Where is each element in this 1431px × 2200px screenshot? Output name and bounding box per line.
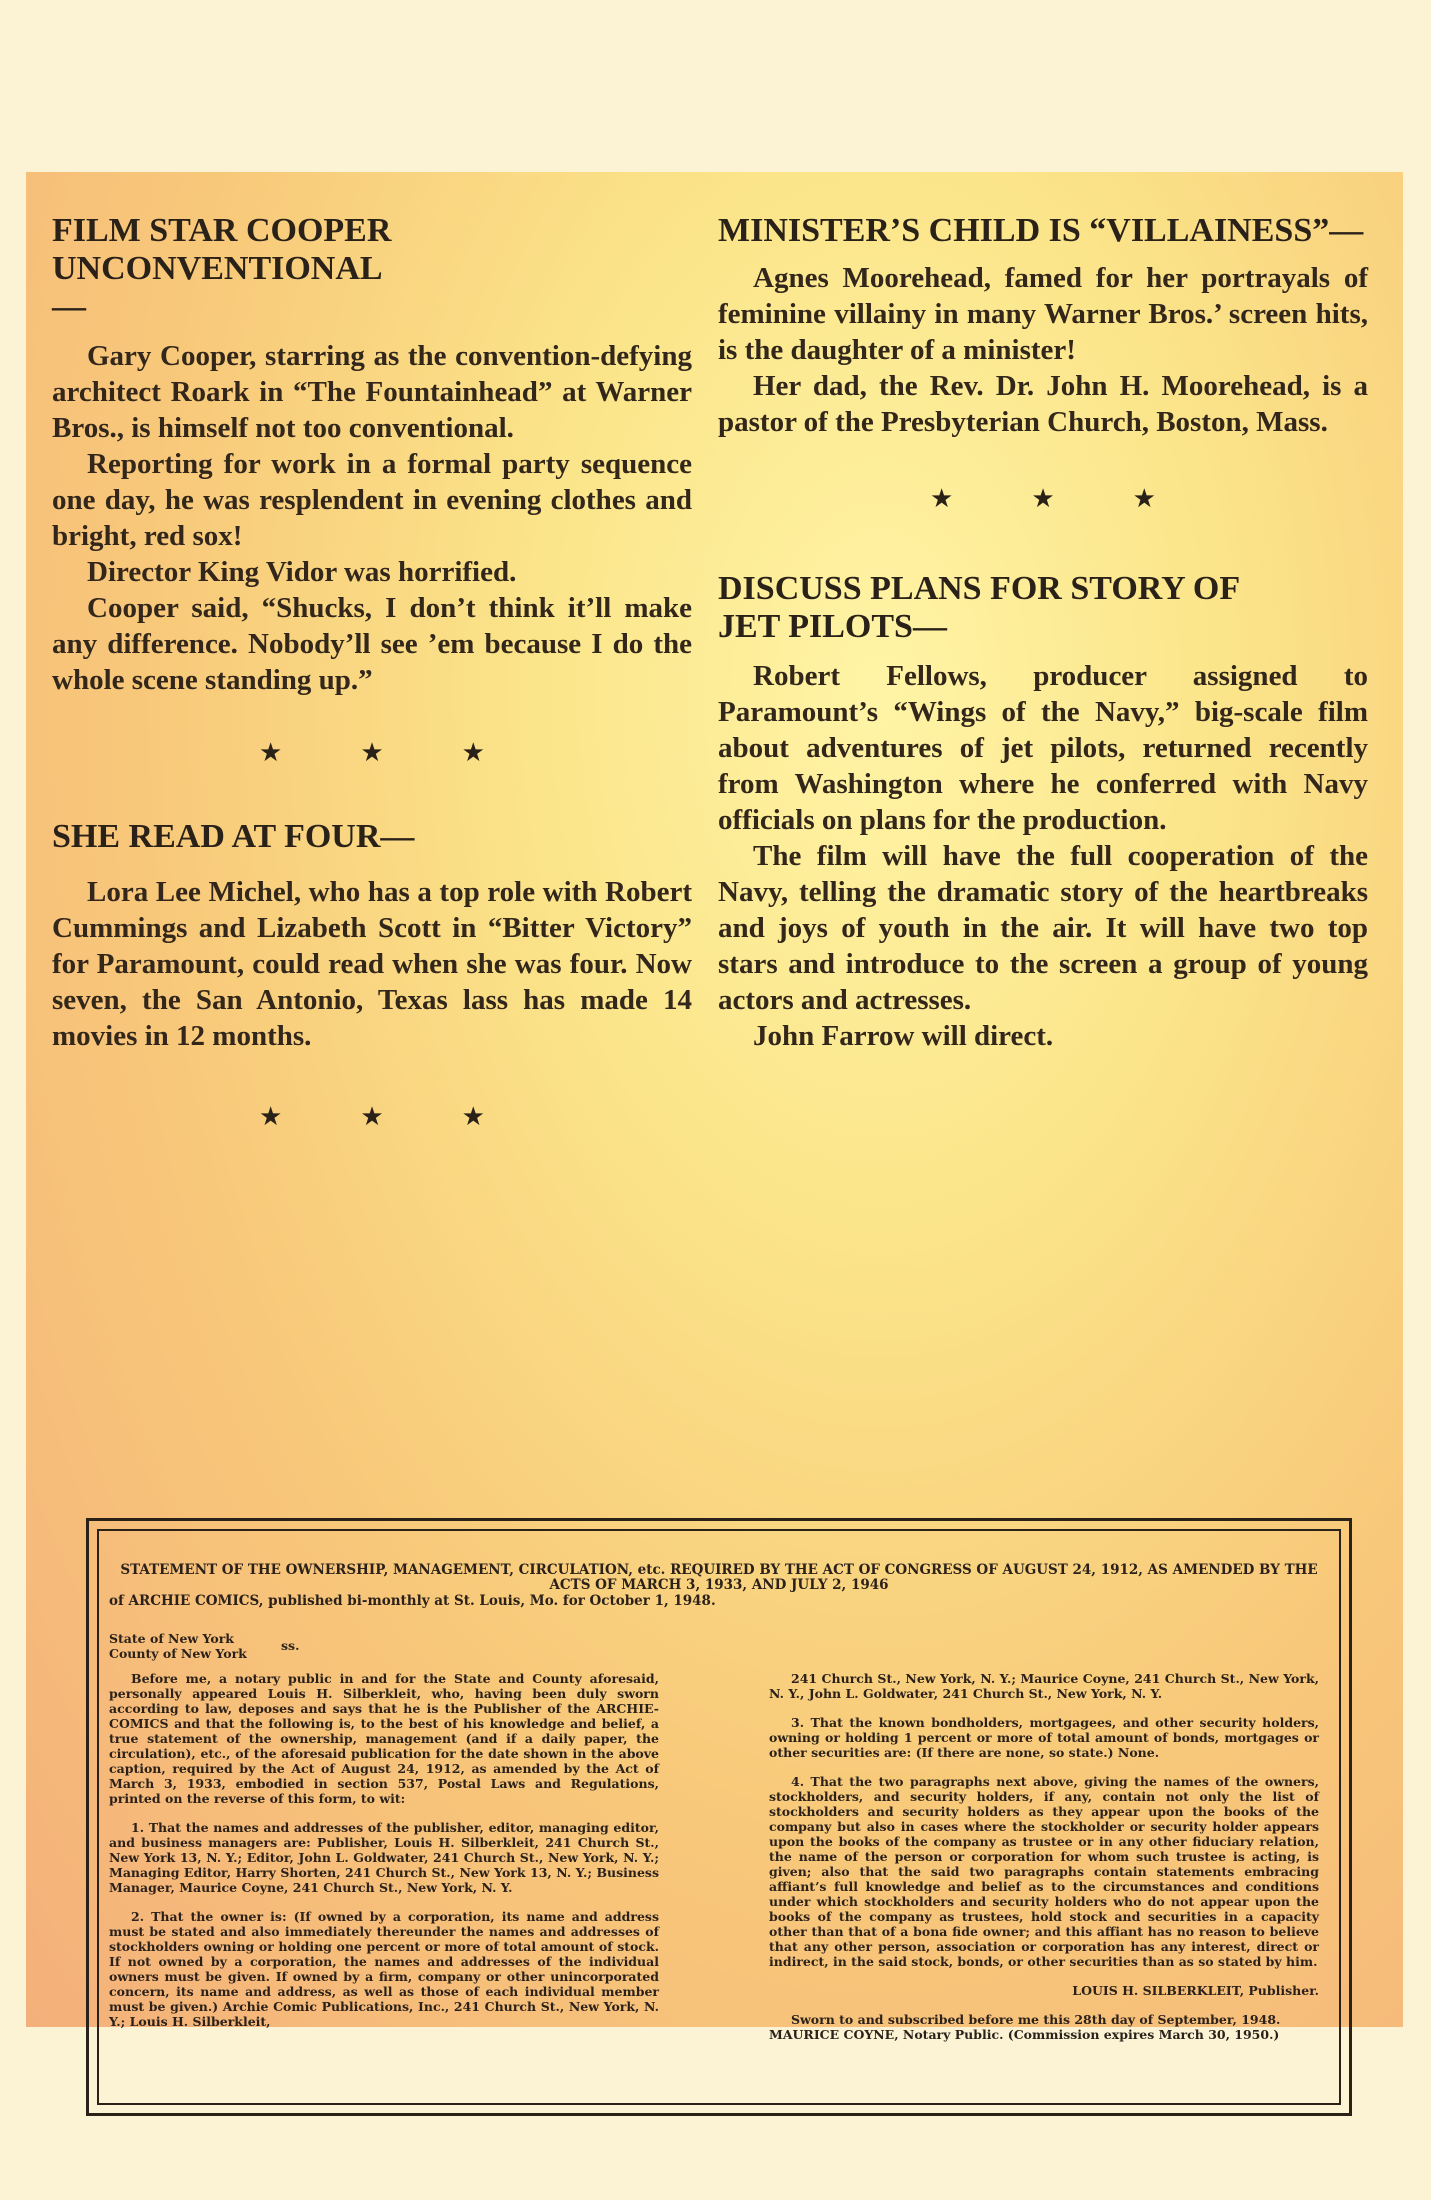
statement-paragraph: 3. That the known bondholders, mortgagees, and other security holders, owning or holding 1 percent or more of total amount of bonds, mortgages or other securities are: (If there are none, so state.) None. xyxy=(769,1715,1319,1760)
article-paragraph: Her dad, the Rev. Dr. John H. Moorehead, is a pastor of the Presbyterian Church, Boston, Mass. xyxy=(718,370,1368,438)
county-line: County of New York xyxy=(109,1646,247,1661)
sworn-line: Sworn to and subscribed before me this 28th day of September, 1948. xyxy=(791,2012,1281,2027)
headline-jet-pilots: DISCUSS PLANS FOR STORY OF JET PILOTS— xyxy=(718,570,1239,645)
headline-ministers-child: MINISTER’S CHILD IS “VILLAINESS”— xyxy=(718,212,1364,249)
statement-left-column xyxy=(109,1671,659,2043)
article-paragraph: Director King Vidor was horrified. xyxy=(87,556,517,588)
ownership-statement-box xyxy=(86,1518,1352,2116)
statement-subtitle: of ARCHIE COMICS, published bi-monthly at St. Louis, Mo. for October 1, 1948. xyxy=(109,1593,716,1609)
star-divider: ★★★ xyxy=(259,1102,563,1132)
publisher-signature: LOUIS H. SILBERKLEIT, Publisher. xyxy=(1072,1983,1319,1998)
statement-paragraph: Before me, a notary public in and for the State and County aforesaid, personally appeared Louis H. Silberkleit, who, having been duly sworn according to law, deposes and says that he is the Publisher of the ARCHIE-COMICS and that the following is, to the best of his knowledge and belief, a true statement of the ownership, management (and if a daily paper, the circulation), etc., of the aforesaid publication for the date shown in the above caption, required by the Act of August 24, 1912, as amended by the Act of March 3, 1933, embodied in section 537, Postal Laws and Regulations, printed on the reverse of this form, to wit: xyxy=(109,1671,659,1806)
statement-paragraph: 4. That the two paragraphs next above, giving the names of the owners, stockholders, and security holders, if any, contain not only the list of stockholders and security holders as they appear upon the books of the company but also in cases where the stockholder or security holder appears upon the books of the company as trustee or in any other fiduciary relation, the name of the person or corporation for whom such trustee is acting, is given; also that the said two paragraphs contain statements embracing affiant’s full knowledge and belief as to the circumstances and conditions under which stockholders and security holders who do not appear upon the books of the company as trustees, hold stock and securities in a capacity other than that of a bona fide owner; and this affiant has no reason to believe that any other person, association or corporation has any interest, direct or indirect, in the said stock, bonds, or other securities than as so stated by him. xyxy=(769,1774,1319,1969)
page-background xyxy=(26,172,1403,2042)
state-line: State of New York xyxy=(109,1631,234,1646)
statement-right-column xyxy=(769,1671,1319,2042)
article-paragraph: The film will have the full cooperation of the Navy, telling the dramatic story of the heartbreaks and joys of youth in the air. It will have two top stars and introduce to the screen a group of young actors and actresses. xyxy=(718,840,1368,1016)
star-divider: ★★★ xyxy=(259,738,563,768)
right-column xyxy=(718,212,1368,1054)
statement-paragraph: 1. That the names and addresses of the publisher, editor, managing editor, and business managers are: Publisher, Louis H. Silberkleit, 241 Church St., New York 13, N. Y.; Editor, John L. Goldwater, 241 Church St., New York, N. Y.; Managing Editor, Harry Shorten, 241 Church St., New York 13, N. Y.; Business Manager, Maurice Coyne, 241 Church St., New York, N. Y. xyxy=(109,1820,659,1895)
article-paragraph: John Farrow will direct. xyxy=(753,1020,1054,1052)
ss-label: ss. xyxy=(281,1638,300,1653)
article-paragraph: Gary Cooper, starring as the convention-defying architect Roark in “The Fountainhead” at Warner Bros., is himself not too conventional. xyxy=(52,340,692,444)
statement-paragraph: 2. That the owner is: (If owned by a corporation, its name and address must be stated and also immediately thereunder the names and addresses of stockholders owning or holding one percent or more of total amount of stock. If not owned by a corporation, the names and addresses of the individual owners must be given. If owned by a firm, company or other unincorporated concern, its name and address, as well as those of each individual member must be given.) Archie Comic Publications, Inc., 241 Church St., New York, N. Y.; Louis H. Silberkleit, xyxy=(109,1909,659,2029)
statement-title: STATEMENT OF THE OWNERSHIP, MANAGEMENT, CIRCULATION, etc. REQUIRED BY THE ACT OF CONGRESS OF AUGUST 24, 1912, AS AMENDED BY THE ACTS OF MARCH 3, 1933, AND JULY 2, 1946 xyxy=(120,1562,1318,1593)
statement-paragraph: 241 Church St., New York, N. Y.; Maurice Coyne, 241 Church St., New York, N. Y., John L. Goldwater, 241 Church St., New York, N. Y. xyxy=(769,1671,1319,1701)
left-column xyxy=(52,212,692,1132)
notary-line: MAURICE COYNE, Notary Public. (Commission expires March 30, 1950.) xyxy=(769,2027,1280,2042)
article-paragraph: Cooper said, “Shucks, I don’t think it’ll make any difference. Nobody’ll see ’em because I do the whole scene standing up.” xyxy=(52,592,692,696)
article-paragraph: Reporting for work in a formal party sequence one day, he was resplendent in evening clothes and bright, red sox! xyxy=(52,448,692,552)
star-divider: ★★★ xyxy=(930,484,1234,514)
article-paragraph: Agnes Moorehead, famed for her portrayals of feminine villainy in many Warner Bros.’ screen hits, is the daughter of a minister! xyxy=(718,262,1368,366)
article-paragraph: Robert Fellows, producer assigned to Paramount’s “Wings of the Navy,” big-scale film about adventures of jet pilots, returned recently from Washington where he conferred with Navy officials on plans for the production. xyxy=(718,660,1368,836)
article-paragraph: Lora Lee Michel, who has a top role with Robert Cummings and Lizabeth Scott in “Bitter Victory” for Paramount, could read when she was four. Now seven, the San Antonio, Texas lass has made 14 movies in 12 months. xyxy=(52,876,692,1052)
state-county-block xyxy=(109,1631,300,1661)
headline-she-read-at-four: SHE READ AT FOUR— xyxy=(52,818,415,855)
headline-film-star-cooper: FILM STAR COOPER UNCONVENTIONAL— xyxy=(52,212,392,325)
